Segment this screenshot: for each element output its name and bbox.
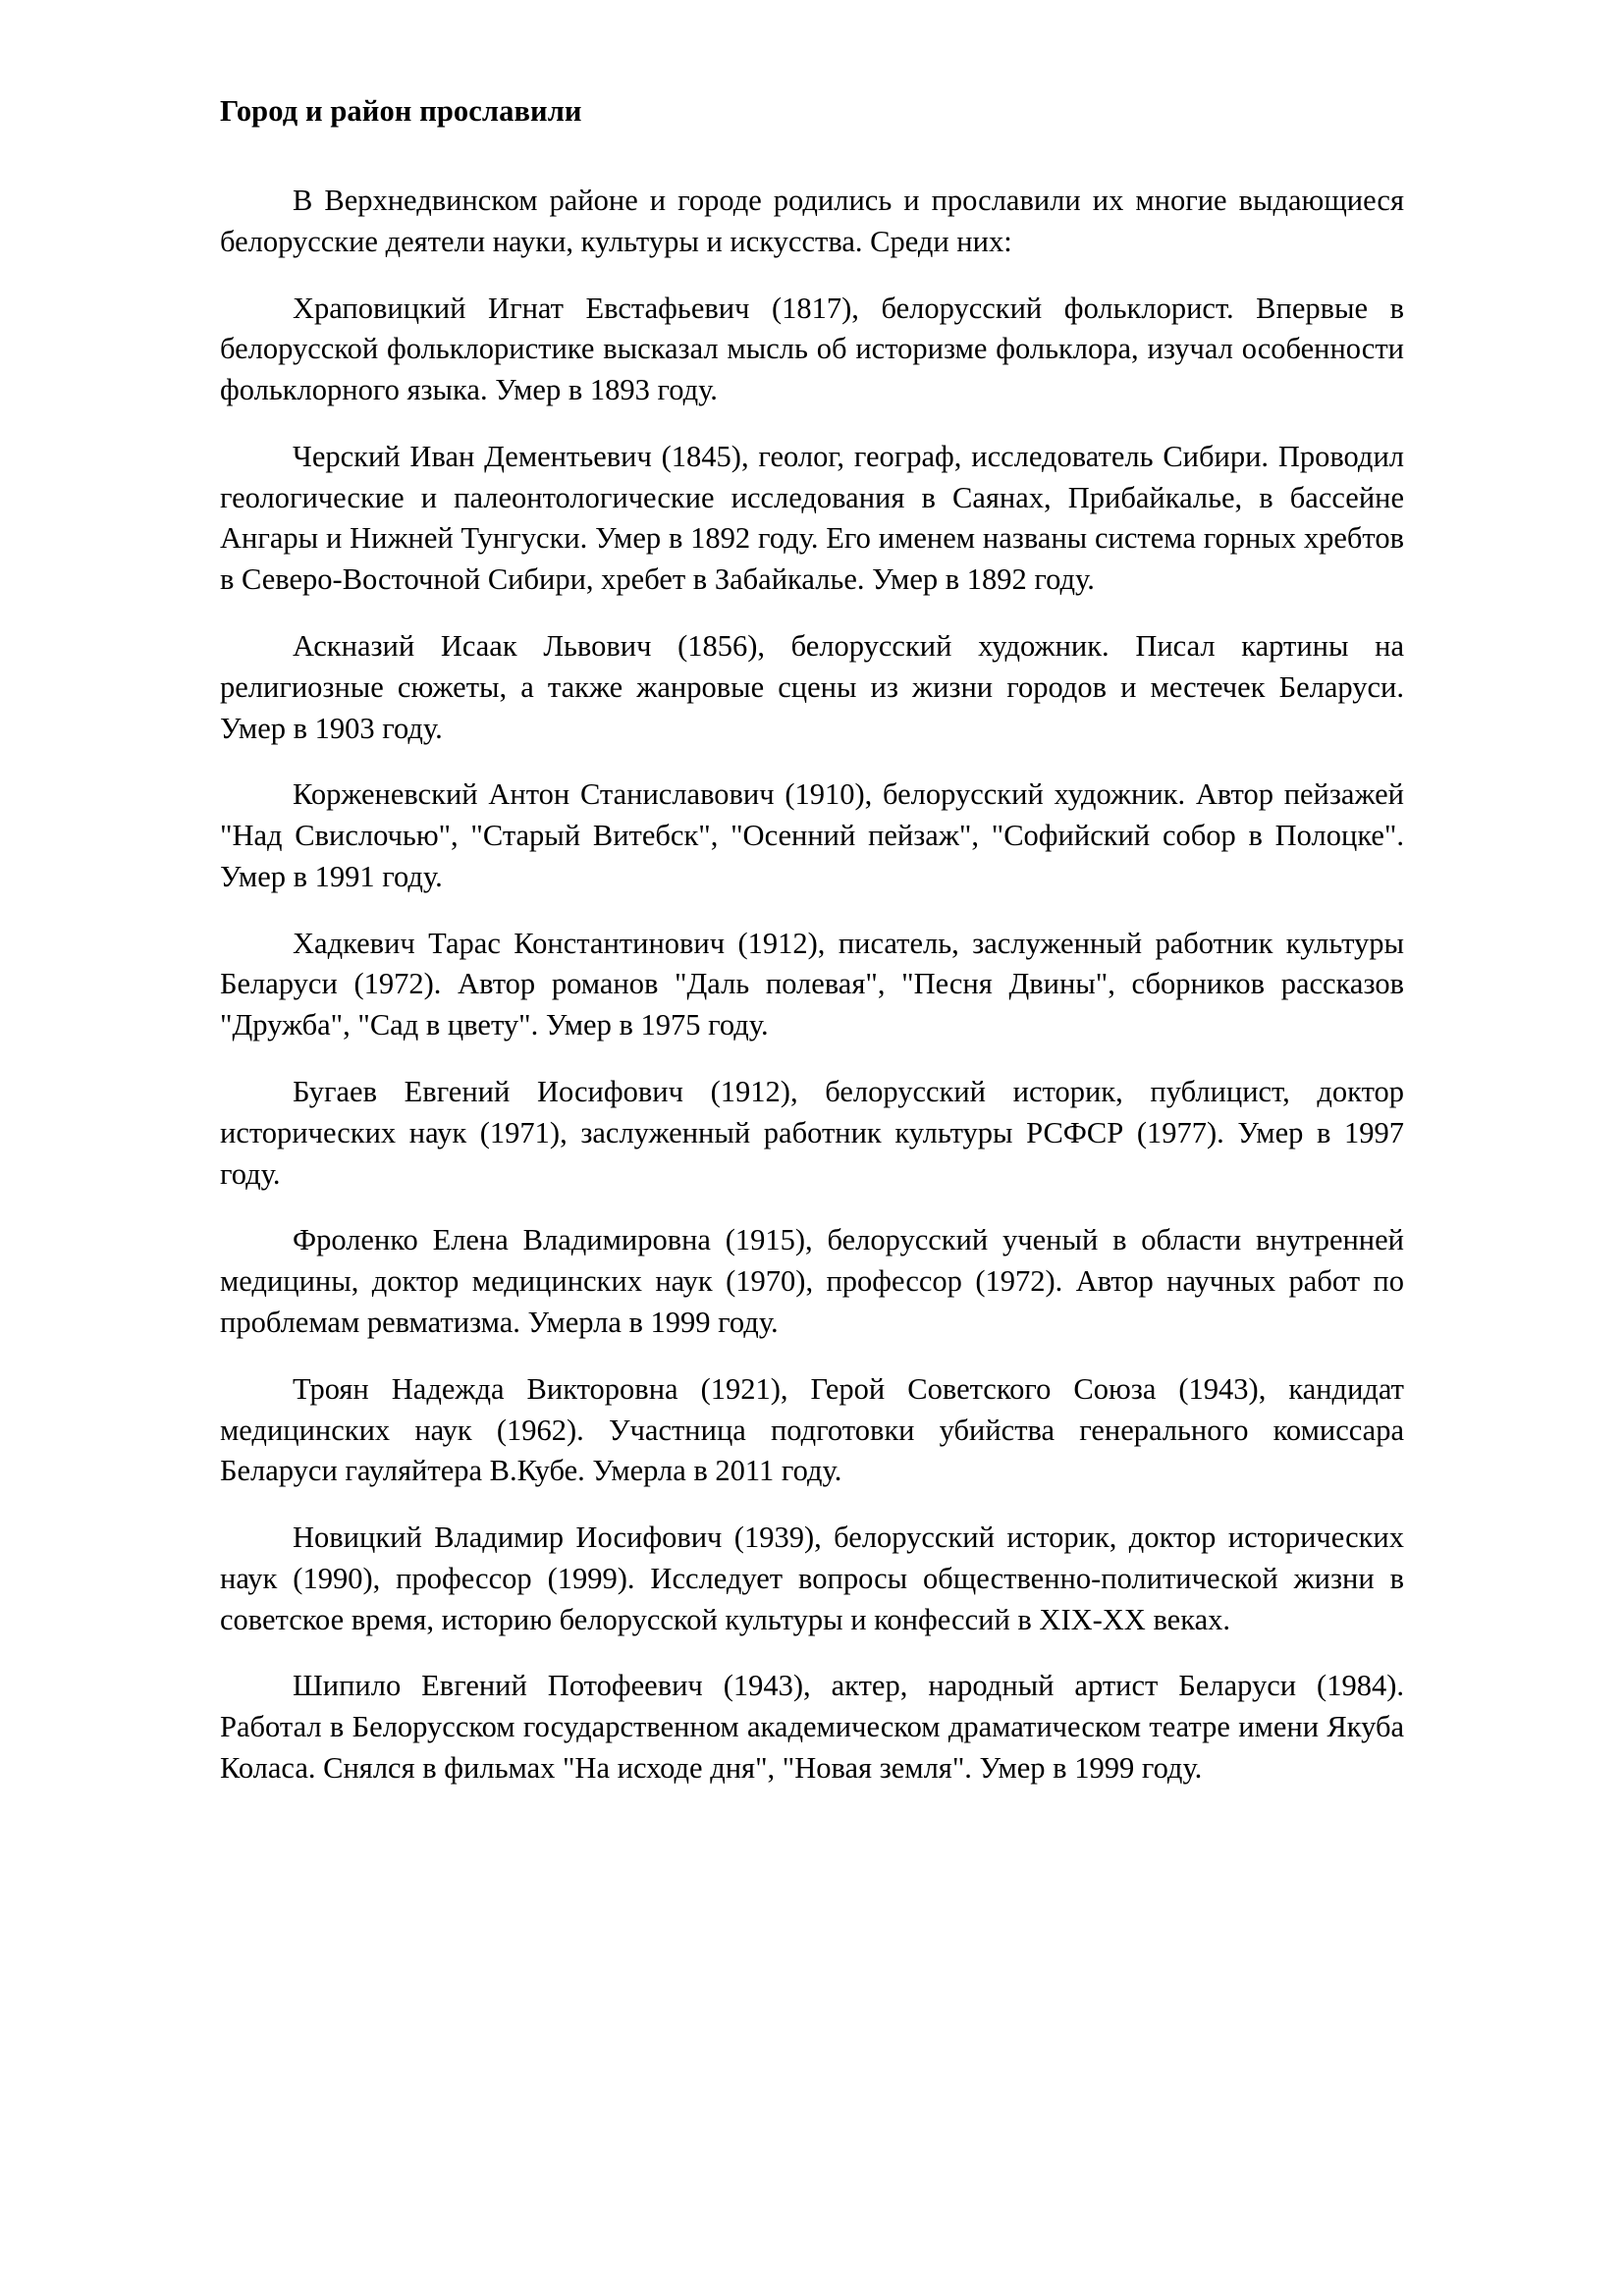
paragraph-novitsky: Новицкий Владимир Иосифович (1939), белорусский историк, доктор исторических наук (1990), профессор (1999). Исследует вопросы общественно-политической жизни в советское время, историю белорусской культуры и конфессий в XIX-XX веках. bbox=[220, 1521, 1404, 1636]
paragraph-asknazy: Аскназий Исаак Львович (1856), белорусский художник. Писал картины на религиозные сюжеты, а также жанровые сцены из жизни городов и местечек Беларуси. Умер в 1903 году. bbox=[220, 629, 1404, 745]
paragraph-intro: В Верхнедвинском районе и городе родились и прославили их многие выдающиеся белорусские деятели науки, культуры и искусства. Среди них: bbox=[220, 183, 1404, 258]
paragraph-frolenko: Фроленко Елена Владимировна (1915), белорусский ученый в области внутренней медицины, доктор медицинских наук (1970), профессор (1972). Автор научных работ по проблемам ревматизма. Умерла в 1999 году. bbox=[220, 1223, 1404, 1339]
paragraph-troyan: Троян Надежда Викторовна (1921), Герой Советского Союза (1943), кандидат медицинских наук (1962). Участница подготовки убийства генерального комиссара Беларуси гауляйтера В.Кубе. Умерла в 2011 году. bbox=[220, 1371, 1404, 1488]
paragraph-korzhenevsky: Корженевский Антон Станиславович (1910), белорусский художник. Автор пейзажей "Над Свислочью", "Старый Витебск", "Осенний пейзаж", "Софийский собор в Полоцке". Умер в 1991 году. bbox=[220, 777, 1404, 893]
title-spacer bbox=[220, 130, 1404, 181]
paragraph-khrapovitsky: Храповицкий Игнат Евстафьевич (1817), белорусский фольклорист. Впервые в белорусской фольклористике высказал мысль об историзме фольклора, изучал особенности фольклорного языка. Умер в 1893 году. bbox=[220, 291, 1404, 407]
paragraph-shipilo: Шипило Евгений Потофеевич (1943), актер, народный артист Беларуси (1984). Работал в Белорусском государственном академическом драматическом театре имени Якуба Коласа. Снялся в фильмах "На исходе дня", "Новая земля". Умер в 1999 году. bbox=[220, 1669, 1404, 1785]
paragraph-chersky: Черский Иван Дементьевич (1845), геолог, географ, исследователь Сибири. Проводил геологические и палеонтологические исследования в Саянах, Прибайкалье, в бассейне Ангары и Нижней Тунгуски. Умер в 1892 году. Его именем названы система горных хребтов в Северо-Восточной Сибири, хребет в Забайкалье. Умер в 1892 году. bbox=[220, 439, 1404, 597]
paragraph-khadkevich: Хадкевич Тарас Константинович (1912), писатель, заслуженный работник культуры Беларуси (1972). Автор романов "Даль полевая", "Песня Двины", сборников рассказов "Дружба", "Сад в цвету". Умер в 1975 году. bbox=[220, 926, 1404, 1042]
page-title: Город и район прославили bbox=[220, 94, 582, 128]
paragraph-bugaev: Бугаев Евгений Иосифович (1912), белорусский историк, публицист, доктор исторических наук (1971), заслуженный работник культуры РСФСР (1977). Умер в 1997 году. bbox=[220, 1075, 1404, 1191]
document-body bbox=[220, 94, 1404, 1789]
